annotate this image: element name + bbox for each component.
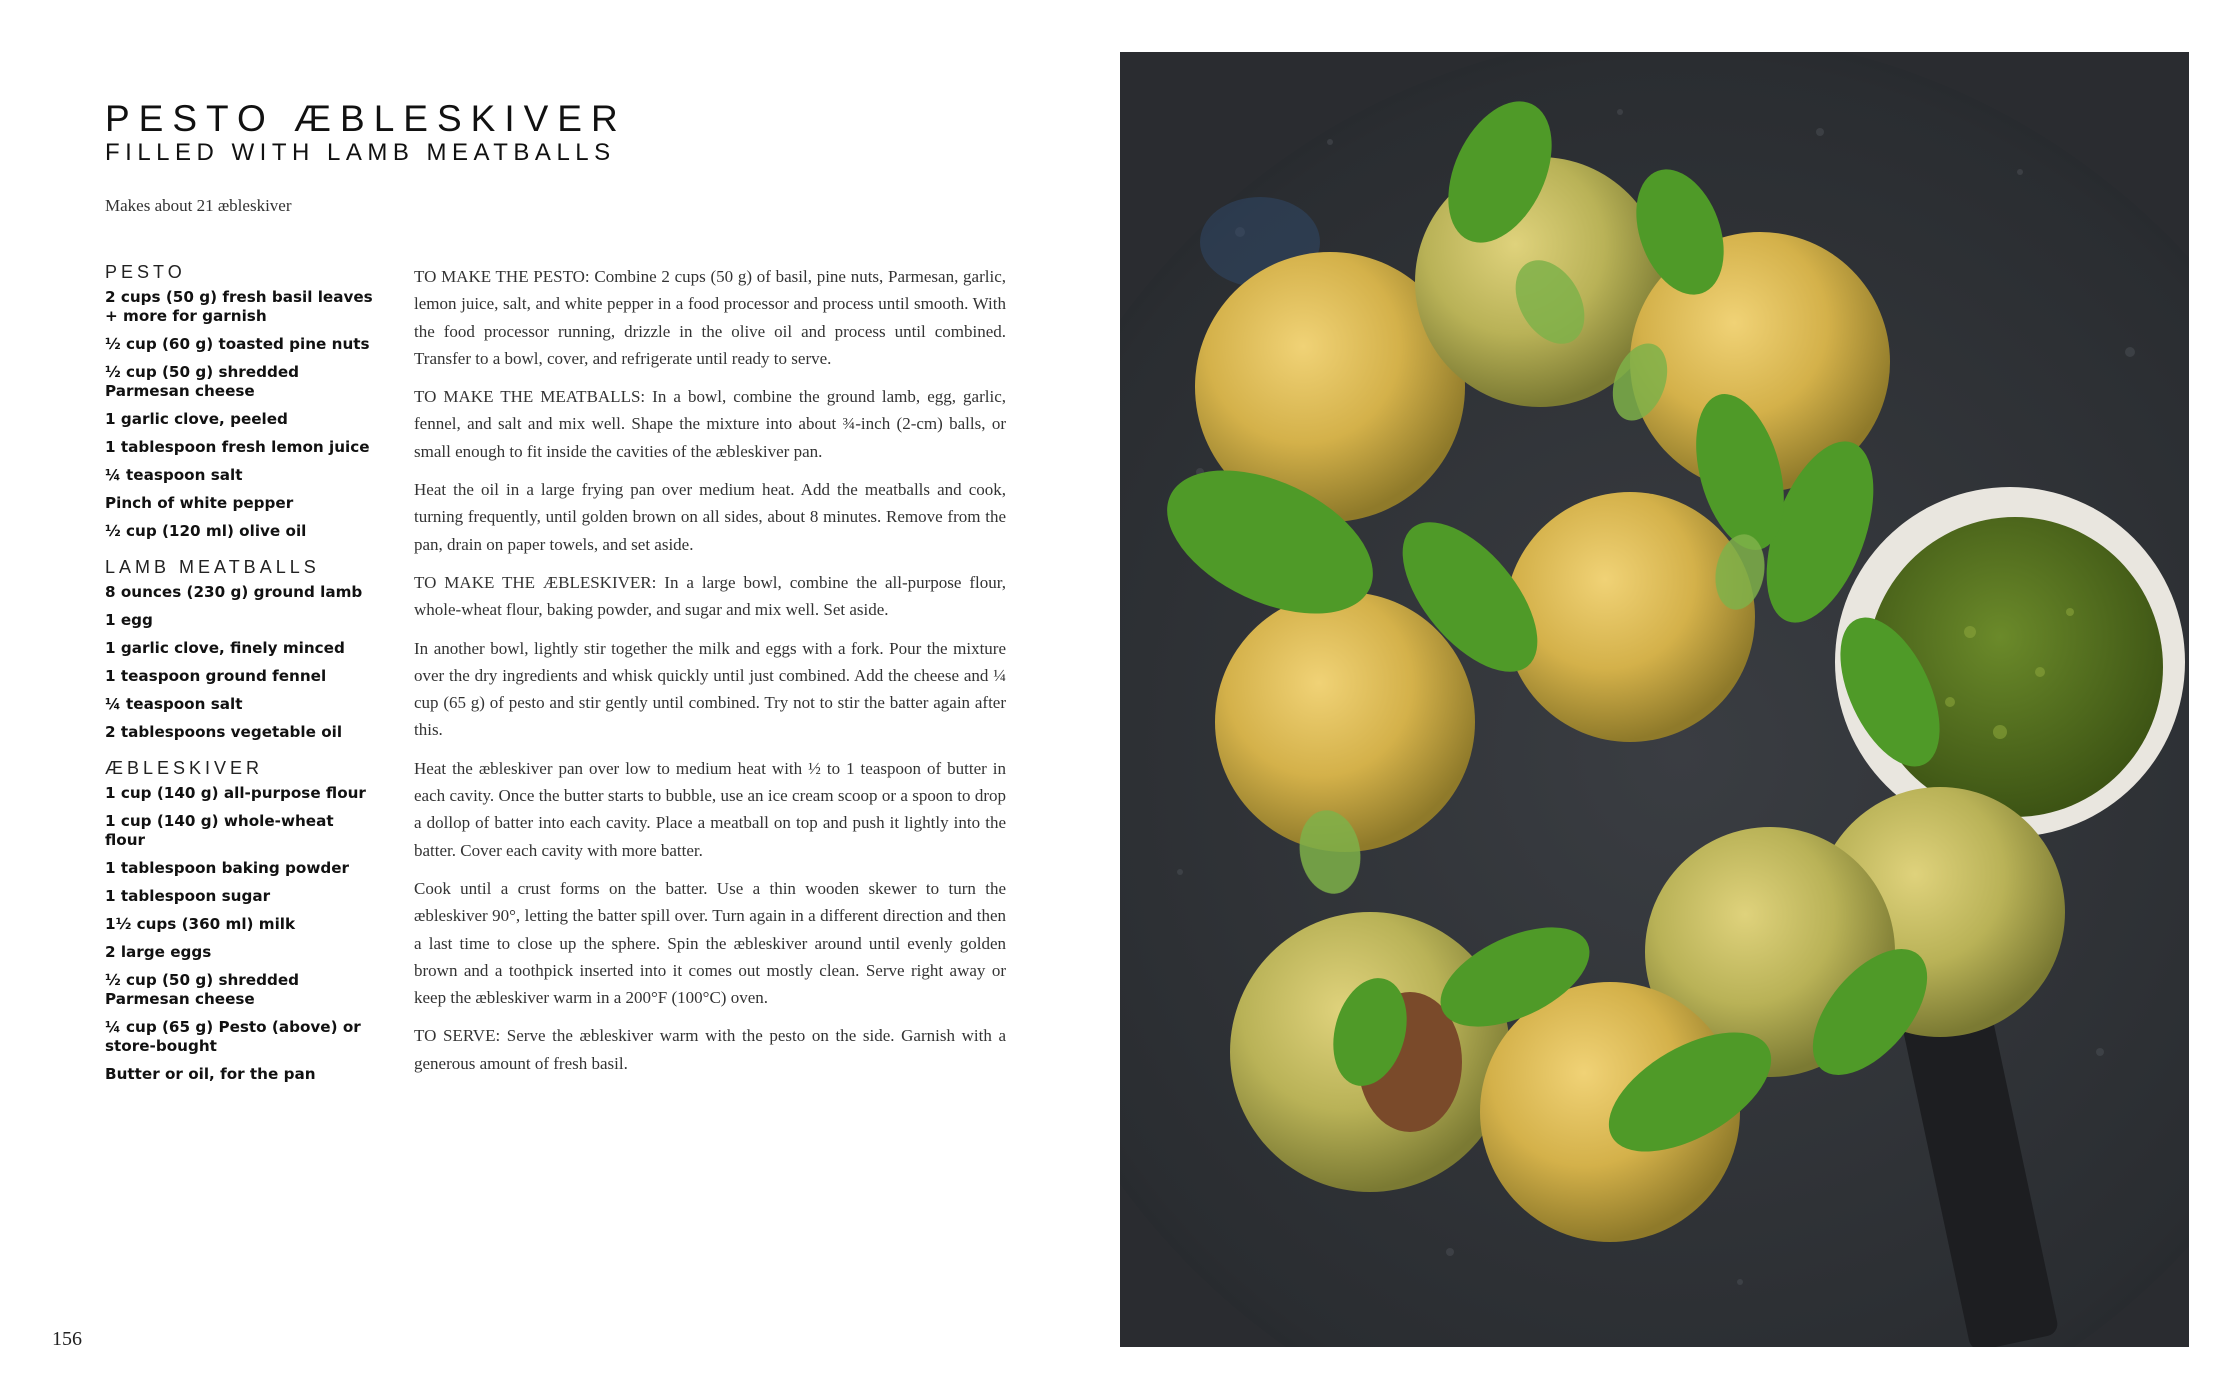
ingredient-item: ½ cup (60 g) toasted pine nuts [105, 335, 370, 353]
ingredient-section-aebleskiver [105, 758, 375, 1084]
ingredient-item: 1 teaspoon ground fennel [105, 667, 327, 685]
page-number: 156 [52, 1328, 82, 1350]
ingredient-item: ¼ teaspoon salt [105, 466, 243, 484]
ingredient-item: ½ cup (50 g) shredded Parmesan cheese [105, 971, 300, 1008]
method-step: In another bowl, lightly stir together the milk and eggs with a fork. Pour the mixture over the dry ingredients and whisk quickly until just combined. Add the cheese and ¼ cup (65 g) of pesto and stir gently until combined. Try not to stir the batter again after this. [414, 638, 1006, 740]
food-photo [1120, 52, 2189, 1347]
ingredient-item: ½ cup (120 ml) olive oil [105, 522, 307, 540]
ingredient-item: 1½ cups (360 ml) milk [105, 915, 296, 933]
ingredient-item: 8 ounces (230 g) ground lamb [105, 583, 363, 601]
recipe-subtitle: FILLED WITH LAMB MEATBALLS [105, 139, 616, 166]
ingredient-item: 2 tablespoons vegetable oil [105, 723, 343, 741]
ingredient-item: 1 garlic clove, peeled [105, 410, 288, 428]
ingredient-item: 1 tablespoon baking powder [105, 859, 350, 877]
ingredient-item: ¼ cup (65 g) Pesto (above) or store-bought [105, 1018, 361, 1055]
ingredient-item: 1 tablespoon fresh lemon juice [105, 438, 370, 456]
ingredient-item: 1 tablespoon sugar [105, 887, 271, 905]
ingredient-section-lamb-meatballs [105, 557, 375, 742]
ingredient-item: Butter or oil, for the pan [105, 1065, 316, 1083]
ingredient-item: 2 large eggs [105, 943, 212, 961]
section-heading: PESTO [105, 262, 186, 282]
ingredient-section-pesto [105, 262, 375, 541]
method-column [414, 263, 1006, 1088]
recipe-yield: Makes about 21 æbleskiver [105, 196, 292, 215]
section-heading: LAMB MEATBALLS [105, 557, 320, 577]
method-step: TO MAKE THE PESTO: Combine 2 cups (50 g) of basil, pine nuts, Parmesan, garlic, lemon juice, salt, and white pepper in a food processor and process until smooth. With the food processor running, drizzle in the olive oil and process until combined. Transfer to a bowl, cover, and refrigerate until ready to serve. [414, 267, 1006, 368]
method-step: Heat the æbleskiver pan over low to medium heat with ½ to 1 teaspoon of butter in each cavity. Once the butter starts to bubble, use an ice cream scoop or a spoon to drop a dollop of batter into each cavity. Place a meatball on top and push it lightly into the batter. Cover each cavity with more batter. [414, 758, 1006, 860]
method-step: Heat the oil in a large frying pan over medium heat. Add the meatballs and cook, turning frequently, until golden brown on all sides, about 8 minutes. Remove from the pan, drain on paper towels, and set aside. [414, 480, 1006, 554]
method-step: TO MAKE THE ÆBLESKIVER: In a large bowl, combine the all-purpose flour, whole-wheat flour, baking powder, and sugar and mix well. Set aside. [414, 572, 1006, 620]
food-photo-illustration [1120, 52, 2189, 1347]
ingredients-column [105, 262, 375, 1100]
method-step: TO MAKE THE MEATBALLS: In a bowl, combine the ground lamb, egg, garlic, fennel, and salt and mix well. Shape the mixture into about ¾-inch (2-cm) balls, or small enough to fit inside the cavities of the æbleskiver pan. [414, 387, 1006, 461]
ingredient-item: 1 garlic clove, finely minced [105, 639, 345, 657]
ingredient-item: 1 cup (140 g) whole-wheat flour [105, 812, 334, 849]
recipe-title: PESTO ÆBLESKIVER [105, 98, 627, 139]
ingredient-item: 1 cup (140 g) all-purpose flour [105, 784, 366, 802]
section-heading: ÆBLESKIVER [105, 758, 264, 778]
ingredient-item: 1 egg [105, 611, 153, 629]
method-step: Cook until a crust forms on the batter. Use a thin wooden skewer to turn the æbleskiver 90°, letting the batter spill over. Turn again in a different direction and then a last time to close up the sphere. Spin the æbleskiver around until evenly golden brown and a toothpick inserted into it comes out mostly clean. Serve right away or keep the æbleskiver warm in a 200°F (100°C) oven. [414, 878, 1006, 1008]
method-step: TO SERVE: Serve the æbleskiver warm with the pesto on the side. Garnish with a generous amount of fresh basil. [414, 1026, 1006, 1073]
ingredient-item: Pinch of white pepper [105, 494, 294, 512]
ingredient-item: ¼ teaspoon salt [105, 695, 243, 713]
ingredient-item: 2 cups (50 g) fresh basil leaves + more for garnish [105, 288, 373, 325]
ingredient-item: ½ cup (50 g) shredded Parmesan cheese [105, 363, 300, 400]
